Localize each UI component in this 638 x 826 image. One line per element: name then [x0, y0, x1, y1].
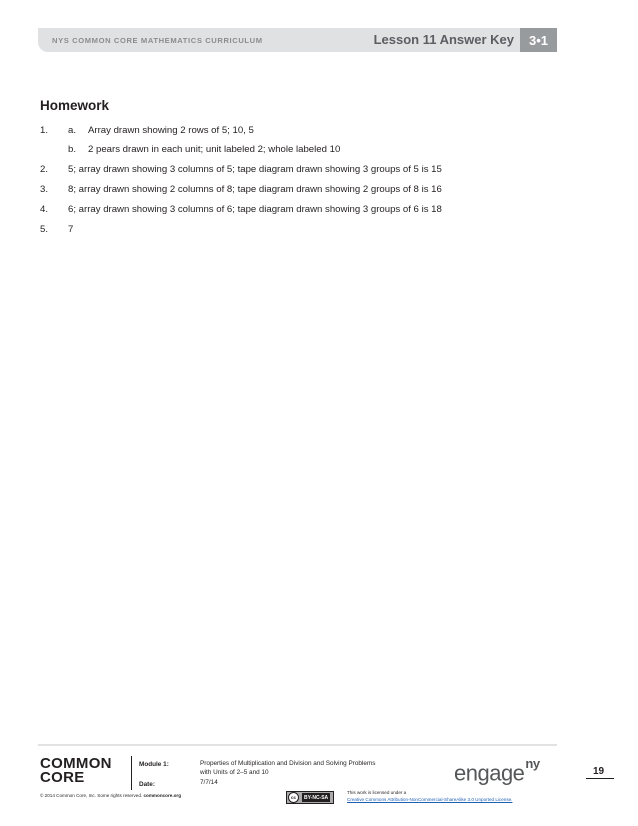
- item-number: 5.: [40, 224, 49, 235]
- item-text: 2 pears drawn in each unit; unit labeled 2; whole labeled 10: [88, 144, 341, 155]
- item-text: 8; array drawn showing 2 columns of 8; tape diagram drawn showing 2 groups of 8 is 16: [68, 184, 442, 195]
- logo-line-1: COMMON: [40, 755, 112, 772]
- module-label: Module 1:: [139, 761, 169, 768]
- module-title-line-1: Properties of Multiplication and Division and Solving Problems: [200, 760, 376, 767]
- page-number: 19: [593, 766, 605, 777]
- date-label: Date:: [139, 781, 155, 788]
- module-title-line-2: with Units of 2–5 and 10: [200, 768, 269, 776]
- copyright-site: commoncore.org: [143, 793, 182, 798]
- creative-commons-badge[interactable]: [286, 791, 334, 804]
- engage-text: engage: [454, 760, 525, 786]
- item-letter: a.: [68, 125, 77, 136]
- license-link[interactable]: Creative Commons Attribution-NonCommercial-ShareAlike 3.0 Unported License.: [347, 797, 513, 802]
- module-title: [200, 760, 375, 777]
- logo-line-2: CORE: [40, 769, 85, 786]
- page-number-rule: [586, 778, 614, 779]
- item-number: 1.: [40, 125, 49, 136]
- cc-icon: cc: [288, 792, 299, 803]
- copyright-notice: [40, 793, 181, 798]
- engage-ny-text: ny: [525, 756, 540, 771]
- item-text: 5; array drawn showing 3 columns of 5; tape diagram drawn showing 3 groups of 5 is 15: [68, 164, 442, 175]
- footer-divider: [38, 744, 557, 746]
- cc-badge-text: BY-NC-SA: [304, 794, 329, 801]
- item-letter: b.: [68, 144, 77, 155]
- item-number: 4.: [40, 204, 49, 215]
- homework-heading: Homework: [40, 98, 110, 113]
- item-number: 3.: [40, 184, 49, 195]
- item-text: Array drawn showing 2 rows of 5; 10, 5: [88, 125, 254, 136]
- item-text: 6; array drawn showing 3 columns of 6; tape diagram drawn showing 3 groups of 6 is 18: [68, 204, 442, 215]
- item-text: 7: [68, 224, 74, 235]
- copyright-text: © 2014 Common Core, Inc. Some rights reserved.: [40, 793, 143, 798]
- engageny-logo: [454, 756, 540, 786]
- curriculum-title: NYS COMMON CORE MATHEMATICS CURRICULUM: [52, 36, 263, 45]
- lesson-title: Lesson 11 Answer Key: [373, 32, 514, 47]
- common-core-logo: [40, 757, 112, 785]
- grade-module-badge: 3•1: [520, 28, 557, 52]
- license-text: This work is licensed under a: [347, 790, 407, 795]
- logo-divider: [131, 756, 132, 790]
- item-number: 2.: [40, 164, 49, 175]
- date-value: 7/7/14: [200, 779, 218, 786]
